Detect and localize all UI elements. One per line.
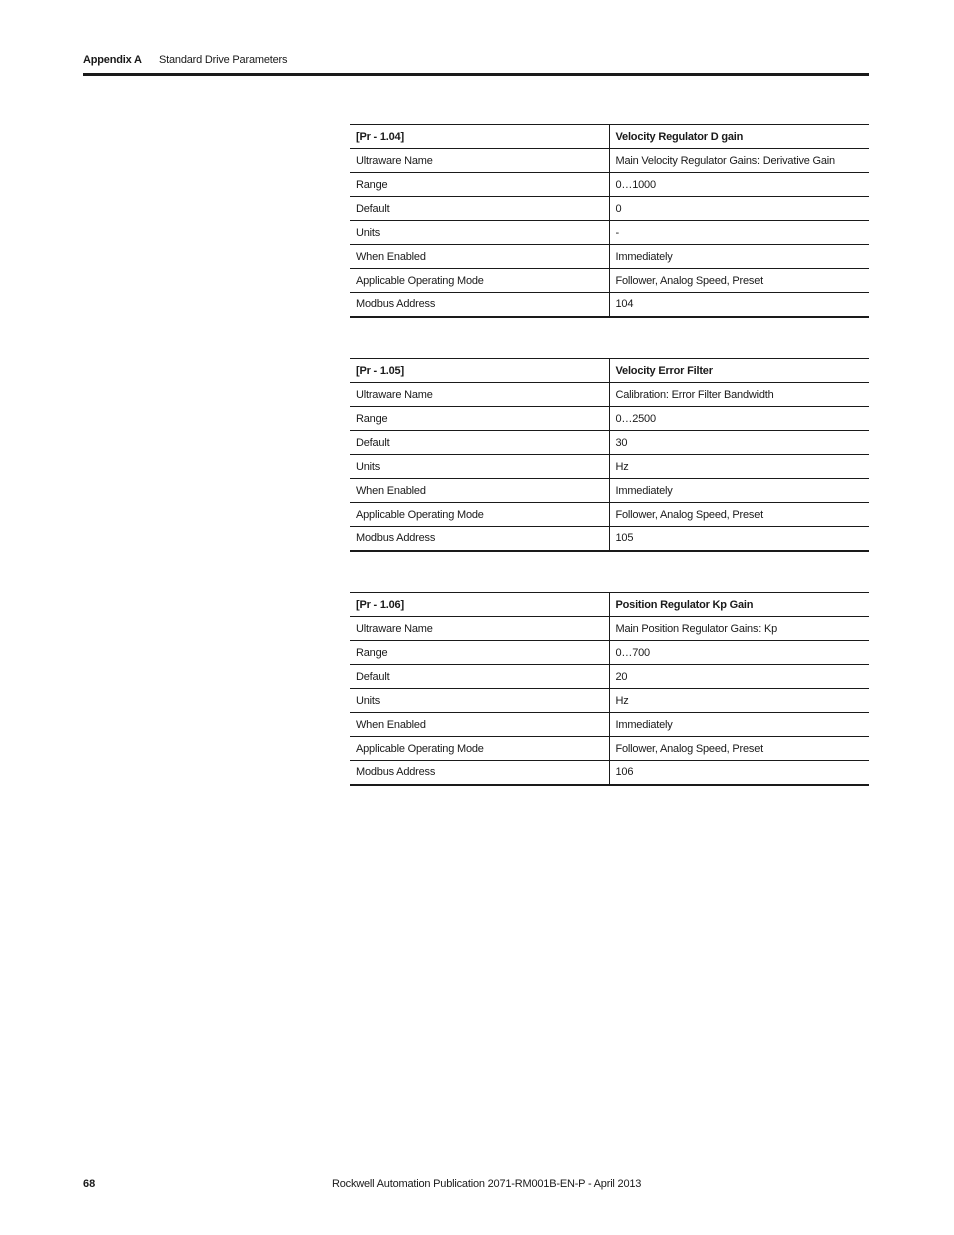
page-number: 68 — [83, 1178, 96, 1190]
row-label: When Enabled — [350, 713, 609, 737]
parameter-table-pr-1-05 — [350, 358, 869, 552]
row-value: Calibration: Error Filter Bandwidth — [609, 383, 869, 407]
row-label: Default — [350, 431, 609, 455]
row-label: Ultraware Name — [350, 617, 609, 641]
table-row — [350, 269, 869, 293]
table-row — [350, 293, 869, 317]
row-value: Hz — [609, 455, 869, 479]
row-value: Follower, Analog Speed, Preset — [609, 737, 869, 761]
table-row — [350, 149, 869, 173]
row-label: Default — [350, 665, 609, 689]
row-label: Range — [350, 173, 609, 197]
header-title: Standard Drive Parameters — [159, 54, 288, 66]
row-value: 20 — [609, 665, 869, 689]
table-row — [350, 713, 869, 737]
parameter-name: Velocity Error Filter — [609, 359, 869, 383]
row-value: Main Velocity Regulator Gains: Derivative Gain — [609, 149, 869, 173]
table-row — [350, 431, 869, 455]
row-label: Applicable Operating Mode — [350, 269, 609, 293]
table-row — [350, 665, 869, 689]
row-label: When Enabled — [350, 245, 609, 269]
row-label: Applicable Operating Mode — [350, 737, 609, 761]
row-label: Ultraware Name — [350, 383, 609, 407]
row-value: - — [609, 221, 869, 245]
parameter-id: [Pr - 1.05] — [350, 359, 609, 383]
row-label: Units — [350, 455, 609, 479]
row-value: Main Position Regulator Gains: Kp — [609, 617, 869, 641]
row-value: 0 — [609, 197, 869, 221]
table-row — [350, 527, 869, 551]
row-value: 105 — [609, 527, 869, 551]
table-row — [350, 617, 869, 641]
row-value: Hz — [609, 689, 869, 713]
row-label: Units — [350, 689, 609, 713]
row-label: Applicable Operating Mode — [350, 503, 609, 527]
table-row — [350, 197, 869, 221]
parameter-name: Velocity Regulator D gain — [609, 125, 869, 149]
table-header-row — [350, 125, 869, 149]
table-header-row — [350, 359, 869, 383]
row-value: Follower, Analog Speed, Preset — [609, 269, 869, 293]
row-label: Modbus Address — [350, 761, 609, 785]
row-label: Default — [350, 197, 609, 221]
table-row — [350, 221, 869, 245]
table-row — [350, 245, 869, 269]
row-label: Range — [350, 407, 609, 431]
table-row — [350, 761, 869, 785]
row-value: 0…1000 — [609, 173, 869, 197]
row-value: 106 — [609, 761, 869, 785]
publication-info: Rockwell Automation Publication 2071-RM001B-EN-P - April 2013 — [332, 1178, 642, 1190]
table-header-row — [350, 593, 869, 617]
parameter-name: Position Regulator Kp Gain — [609, 593, 869, 617]
row-label: Range — [350, 641, 609, 665]
table-row — [350, 383, 869, 407]
table-row — [350, 173, 869, 197]
row-value: 0…700 — [609, 641, 869, 665]
table-row — [350, 407, 869, 431]
table-row — [350, 737, 869, 761]
row-label: Modbus Address — [350, 293, 609, 317]
row-value: 0…2500 — [609, 407, 869, 431]
row-label: When Enabled — [350, 479, 609, 503]
table-row — [350, 641, 869, 665]
table-row — [350, 689, 869, 713]
table-row — [350, 503, 869, 527]
table-row — [350, 455, 869, 479]
header-section-label: Appendix A — [83, 54, 142, 66]
row-value: Follower, Analog Speed, Preset — [609, 503, 869, 527]
row-value: 30 — [609, 431, 869, 455]
row-label: Modbus Address — [350, 527, 609, 551]
parameter-table-pr-1-06 — [350, 592, 869, 786]
parameter-id: [Pr - 1.06] — [350, 593, 609, 617]
row-label: Ultraware Name — [350, 149, 609, 173]
page-header — [83, 52, 869, 76]
row-value: 104 — [609, 293, 869, 317]
row-value: Immediately — [609, 245, 869, 269]
row-value: Immediately — [609, 713, 869, 737]
table-row — [350, 479, 869, 503]
parameter-table-pr-1-04 — [350, 124, 869, 318]
parameter-id: [Pr - 1.04] — [350, 125, 609, 149]
row-label: Units — [350, 221, 609, 245]
row-value: Immediately — [609, 479, 869, 503]
